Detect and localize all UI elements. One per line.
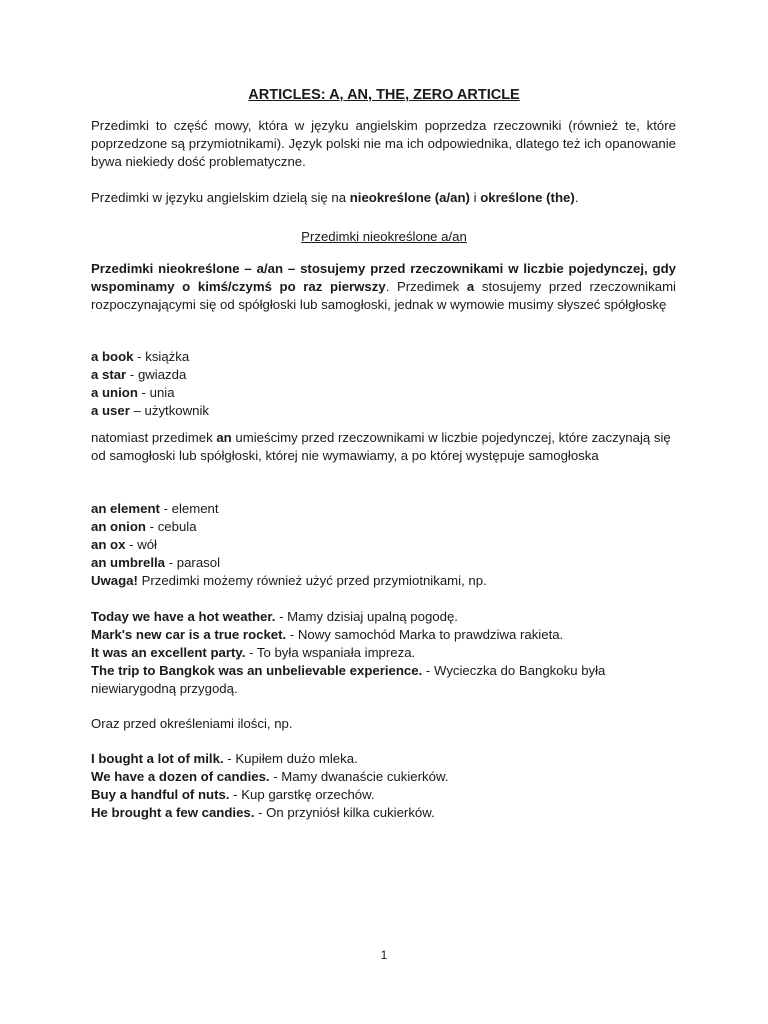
example-en: an element bbox=[91, 501, 160, 516]
example-pl: wół bbox=[137, 537, 157, 552]
list-item bbox=[91, 384, 676, 402]
example-pl: - On przyniósł kilka cukierków. bbox=[254, 805, 435, 820]
rule-an-paragraph bbox=[91, 429, 676, 465]
types-end: . bbox=[574, 190, 579, 205]
example-en: It was an excellent party. bbox=[91, 645, 246, 660]
section-subheading: Przedimki nieokreślone a/an bbox=[301, 229, 467, 244]
example-sep: - bbox=[145, 519, 158, 534]
list-item bbox=[91, 662, 676, 698]
example-pl: - To była wspaniała impreza. bbox=[245, 645, 416, 660]
example-en: an ox bbox=[91, 537, 126, 552]
example-en: an umbrella bbox=[91, 555, 166, 570]
example-en: He brought a few candies. bbox=[91, 805, 255, 820]
intro-paragraph: Przedimki to część mowy, która w języku angielskim poprzedza rzeczowniki (również te, które poprzedzone są przymiotnikami). Język polski nie ma ich odpowiednika, dlatego też ich opanowanie bywa niekiedy dość problematyczne. bbox=[91, 118, 676, 169]
list-item bbox=[91, 536, 676, 554]
example-pl: - Kupiłem dużo mleka. bbox=[223, 751, 358, 766]
example-pl: element bbox=[171, 501, 219, 516]
rule-an-lead: natomiast przedimek bbox=[91, 430, 217, 445]
rule-a-rest: stosujemy przed rzeczownikami rozpoczynającymi się od spółgłoski lub samogłoski, jednak w wymowie musimy słyszeć spółgłoskę bbox=[91, 279, 676, 312]
example-sep: - bbox=[133, 349, 146, 364]
page-title: ARTICLES: A, AN, THE, ZERO ARTICLE bbox=[248, 87, 520, 103]
rule-an-article: an bbox=[216, 430, 232, 445]
example-pl: parasol bbox=[176, 555, 221, 570]
example-pl: - Mamy dwanaście cukierków. bbox=[269, 769, 449, 784]
note-label: Uwaga! bbox=[91, 573, 138, 588]
adjective-examples-list bbox=[91, 608, 676, 698]
list-item bbox=[91, 518, 676, 536]
example-en: Today we have a hot weather. bbox=[91, 609, 276, 624]
examples-a-list bbox=[91, 348, 676, 420]
types-mid: i bbox=[469, 190, 481, 205]
list-item bbox=[91, 366, 676, 384]
example-en: Mark's new car is a true rocket. bbox=[91, 627, 287, 642]
example-en: an onion bbox=[91, 519, 146, 534]
list-item bbox=[91, 608, 676, 626]
article-types-paragraph bbox=[91, 189, 676, 207]
list-item bbox=[91, 804, 676, 822]
example-sep: – bbox=[129, 403, 145, 418]
rule-a-paragraph bbox=[91, 260, 676, 314]
note-text: Przedimki możemy również użyć przed przymiotnikami, np. bbox=[137, 573, 487, 588]
rule-a-bold: Przedimki nieokreślone – a/an – stosujemy przed rzeczownikami w liczbie pojedynczej, gdy wspominamy o kimś/czymś po raz pierwszy bbox=[91, 261, 676, 294]
list-item bbox=[91, 554, 676, 572]
list-item bbox=[91, 402, 676, 420]
indefinite-term: nieokreślone (a/an) bbox=[349, 190, 470, 205]
list-item bbox=[91, 750, 676, 768]
example-pl: unia bbox=[149, 385, 175, 400]
example-en: a user bbox=[91, 403, 130, 418]
example-en: a union bbox=[91, 385, 138, 400]
example-en: We have a dozen of candies. bbox=[91, 769, 270, 784]
example-sep: - bbox=[126, 367, 138, 382]
example-sep: - bbox=[159, 501, 172, 516]
example-pl: cebula bbox=[157, 519, 197, 534]
example-pl: - Nowy samochód Marka to prawdziwa rakieta. bbox=[286, 627, 564, 642]
example-sep: - bbox=[165, 555, 177, 570]
types-lead: Przedimki w języku angielskim dzielą się na bbox=[91, 190, 350, 205]
list-item bbox=[91, 626, 676, 644]
example-en: Buy a handful of nuts. bbox=[91, 787, 230, 802]
list-item bbox=[91, 768, 676, 786]
quantity-intro: Oraz przed określeniami ilości, np. bbox=[91, 716, 293, 731]
example-pl: - Wycieczka do Bangkoku była niewiarygodną przygodą. bbox=[91, 663, 606, 696]
rule-a-after: . Przedimek bbox=[385, 279, 467, 294]
rule-a-article: a bbox=[466, 279, 475, 294]
example-sep: - bbox=[125, 537, 138, 552]
example-pl: gwiazda bbox=[137, 367, 187, 382]
example-en: a book bbox=[91, 349, 134, 364]
example-pl: - Kup garstkę orzechów. bbox=[229, 787, 375, 802]
list-item bbox=[91, 348, 676, 366]
example-en: a star bbox=[91, 367, 127, 382]
example-pl: - Mamy dzisiaj upalną pogodę. bbox=[275, 609, 458, 624]
rule-an-rest: umieścimy przed rzeczownikami w liczbie pojedynczej, które zaczynają się od samogłoski lub spółgłoski, której nie wymawiamy, a po której występuje samogłoska bbox=[91, 430, 671, 463]
examples-an-list bbox=[91, 500, 676, 590]
example-pl: użytkownik bbox=[144, 403, 210, 418]
example-sep: - bbox=[137, 385, 150, 400]
list-item bbox=[91, 500, 676, 518]
list-item bbox=[91, 786, 676, 804]
page-number: 1 bbox=[380, 948, 388, 962]
note-line bbox=[91, 572, 676, 590]
quantity-examples-list bbox=[91, 750, 676, 822]
example-en: The trip to Bangkok was an unbelievable experience. bbox=[91, 663, 423, 678]
list-item bbox=[91, 644, 676, 662]
definite-term: określone (the) bbox=[480, 190, 575, 205]
example-en: I bought a lot of milk. bbox=[91, 751, 224, 766]
example-pl: książka bbox=[145, 349, 190, 364]
